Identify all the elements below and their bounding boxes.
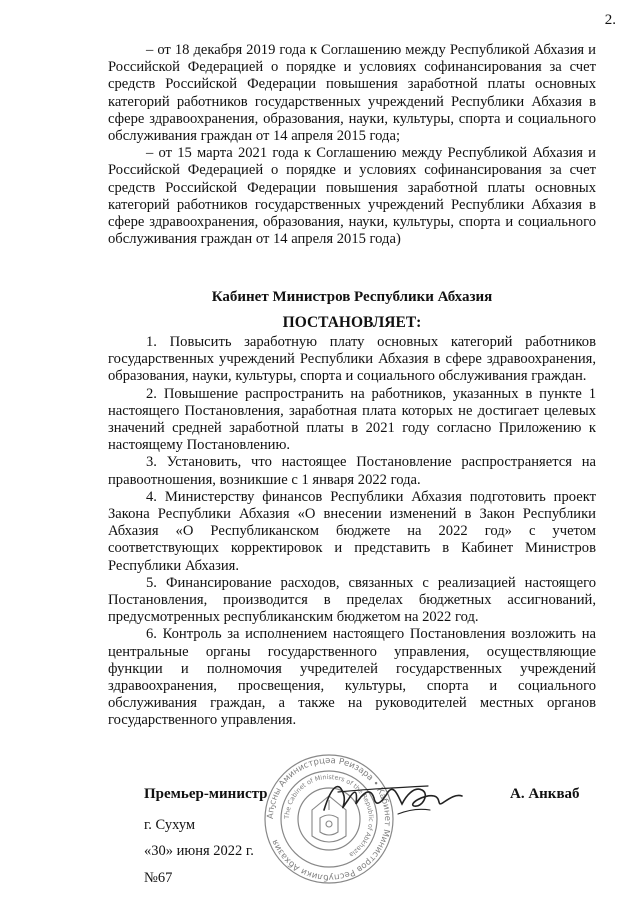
intro-amendments — [108, 42, 596, 248]
document-number: №67 — [144, 870, 173, 886]
svg-text:Аҧсны Аминистрцәа Реизара • Ка: Аҧсны Аминистрцәа Реизара • Кабинет Министров Республики Абхазия — [265, 755, 393, 883]
resolution-item: 4. Министерству финансов Республики Абхазия подготовить проект Закона Республики Абхазия «О внесении изменений в Закон Республики Абхазия «О Республиканском бюджете на 2022 год» с учетом соответствующих корректировок и представить в Кабинет Министров Республики Абхазия. — [108, 488, 596, 574]
resolution-item: 2. Повышение распространить на работников, указанных в пункте 1 настоящего Постановления, заработная плата которых не достигает целевых значений средней заработной платы в 2021 году согласно Приложению к настоящему Постановлению. — [108, 385, 596, 454]
resolution-item: 3. Установить, что настоящее Постановление распространяется на правоотношения, возникшие с 1 января 2022 года. — [108, 454, 596, 488]
cabinet-heading: Кабинет Министров Республики Абхазия — [211, 289, 493, 305]
signer-title: Премьер-министр — [144, 786, 268, 802]
resolution-item: 6. Контроль за исполнением настоящего Постановления возложить на центральные органы государственного управления, осуществляющие функции и полномочия учредителей государственных учреждений здравоохранения, просвещения, культуры, спорта и социального обслуживания граждан, а также на руководителей местных органов государственного управления. — [108, 626, 596, 729]
resolution-item: 1. Повысить заработную плату основных категорий работников государственных учреждений Республики Абхазия в сфере здравоохранения, образования, науки, культуры, спорта и социального обслуживания граждан. — [108, 334, 596, 385]
resolves-heading: ПОСТАНОВЛЯЕТ: — [282, 314, 422, 331]
page-number: 2. — [604, 12, 616, 28]
intro-paragraph: – от 18 декабря 2019 года к Соглашению между Республикой Абхазия и Российской Федерацией о порядке и условиях софинансирования за счет средств Российской Федерации повышения заработной платы основных категорий работников государственных учреждений Республики Абхазия в сфере здравоохранения, образования, науки, культуры, спорта и социального обслуживания граждан от 14 апреля 2015 года; — [108, 42, 596, 145]
svg-text:The Cabinet of Ministers of th: The Cabinet of Ministers of the Republic of Abkhazia — [282, 772, 376, 859]
issue-place: г. Сухум — [144, 817, 196, 833]
resolution-items — [108, 334, 596, 730]
signer-name: А. Анкваб — [510, 786, 580, 802]
signature — [318, 774, 468, 822]
resolution-item: 5. Финансирование расходов, связанных с реализацией настоящего Постановления, производится в пределах бюджетных ассигнований, предусмотренных республиканским бюджетом на 2022 год. — [108, 574, 596, 626]
issue-date: «30» июня 2022 г. — [144, 843, 254, 859]
intro-paragraph: – от 15 марта 2021 года к Соглашению между Республикой Абхазия и Российской Федерацией о порядке и условиях софинансирования за счет средств Российской Федерации повышения заработной платы основных категорий работников государственных учреждений Республики Абхазия в сфере здравоохранения, образования, науки, культуры, спорта и социального обслуживания граждан от 14 апреля 2015 года) — [108, 145, 596, 248]
